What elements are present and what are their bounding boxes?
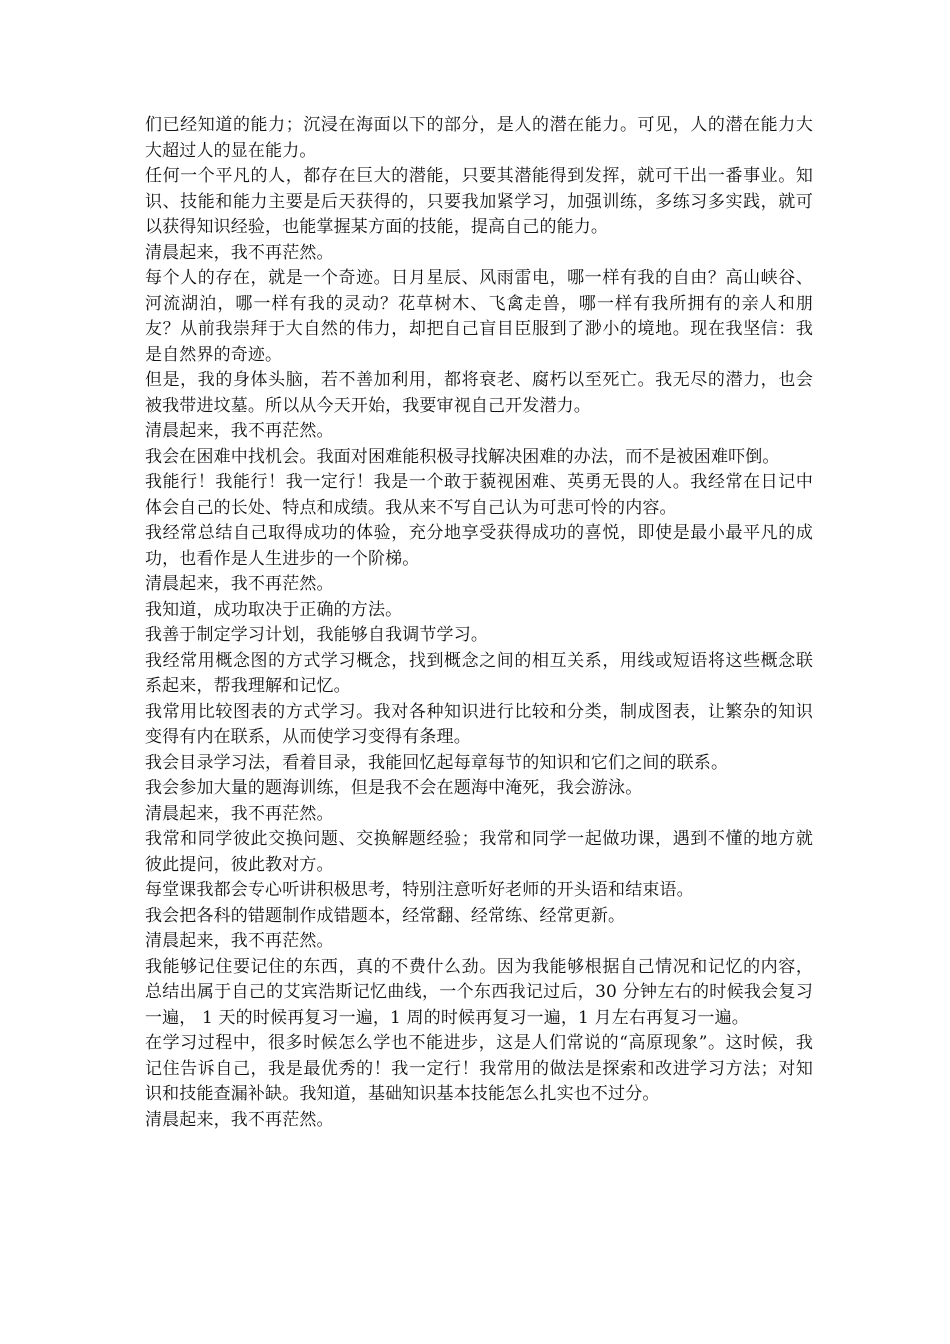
refrain-line: 清晨起来，我不再茫然。 [145, 574, 334, 594]
paragraph: 任何一个平凡的人，都存在巨大的潜能，只要其潜能得到发挥，就可干出一番事业。知识、技能和能力主要是后天获得的，只要我加紧学习，加强训练，多练习多实践，就可以获得知识经验，也能掌握某方面的技能，提高自己的能力。 [145, 166, 813, 237]
refrain-line: 清晨起来，我不再茫然。 [145, 1109, 334, 1130]
paragraph: 每个人的存在，就是一个奇迹。日月星辰、风雨雷电，哪一样有我的自由？高山峡谷、河流湖泊，哪一样有我的灵动？花草树木、飞禽走兽，哪一样有我所拥有的亲人和朋友？从前我崇拜于大自然的伟力，却把自己盲目臣服到了渺小的境地。现在我坚信：我是自然界的奇迹。 [145, 268, 813, 365]
refrain-line: 清晨起来，我不再茫然。 [145, 421, 334, 441]
refrain-line: 清晨起来，我不再茫然。 [145, 931, 334, 951]
paragraph: 我知道，成功取决于正确的方法。 [145, 599, 403, 620]
paragraph: 在学习过程中，很多时候怎么学也不能进步，这是人们常说的“高原现象”。这时候，我记住告诉自己，我是最优秀的！我一定行！我常用的做法是探索和改进学习方法；对知识和技能查漏补缺。我知道，基础知识基本技能怎么扎实也不过分。 [145, 1033, 813, 1104]
paragraph: 我会在困难中找机会。我面对困难能积极寻找解决困难的办法，而不是被困难吓倒。 [145, 446, 780, 467]
refrain-line: 清晨起来，我不再茫然。 [145, 242, 334, 263]
paragraph: 我会把各科的错题制作成错题本，经常翻、经常练、经常更新。 [145, 905, 626, 926]
paragraph: 我会目录学习法，看着目录，我能回忆起每章每节的知识和它们之间的联系。 [145, 752, 729, 773]
refrain-line: 清晨起来，我不再茫然。 [145, 803, 334, 824]
paragraph: 我常用比较图表的方式学习。我对各种知识进行比较和分类，制成图表，让繁杂的知识变得有内在联系，从而使学习变得有条理。 [145, 701, 813, 747]
paragraph: 每堂课我都会专心听讲积极思考，特别注意听好老师的开头语和结束语。 [145, 880, 694, 900]
paragraph: 但是，我的身体头脑，若不善加利用，都将衰老、腐朽以至死亡。我无尽的潜力，也会被我带进坟墓。所以从今天开始，我要审视自己开发潜力。 [145, 370, 813, 416]
document-body [145, 113, 813, 1133]
paragraph: 们已经知道的能力；沉浸在海面以下的部分，是人的潜在能力。可见，人的潜在能力大大超过人的显在能力。 [145, 115, 813, 161]
paragraph: 我善于制定学习计划，我能够自我调节学习。 [145, 625, 488, 645]
paragraph: 我常和同学彼此交换问题、交换解题经验；我常和同学一起做功课，遇到不懂的地方就彼此提问，彼此教对方。 [145, 829, 813, 875]
paragraph: 我能够记住要记住的东西，真的不费什么劲。因为我能够根据自己情况和记忆的内容，总结出属于自己的艾宾浩斯记忆曲线，一个东西我记过后，30 分钟左右的时候我会复习一遍， 1 天的时候再复习一遍，1 周的时候再复习一遍，1 月左右再复习一遍。 [145, 956, 813, 1028]
paragraph: 我能行！我能行！我一定行！我是一个敢于藐视困难、英勇无畏的人。我经常在日记中体会自己的长处、特点和成绩。我从来不写自己认为可悲可怜的内容。 [145, 472, 813, 518]
paragraph: 我经常用概念图的方式学习概念，找到概念之间的相互关系，用线或短语将这些概念联系起来，帮我理解和记忆。 [145, 650, 813, 696]
paragraph: 我经常总结自己取得成功的体验，充分地享受获得成功的喜悦，即使是最小最平凡的成功，也看作是人生进步的一个阶梯。 [145, 523, 813, 569]
paragraph: 我会参加大量的题海训练，但是我不会在题海中淹死，我会游泳。 [145, 778, 643, 798]
